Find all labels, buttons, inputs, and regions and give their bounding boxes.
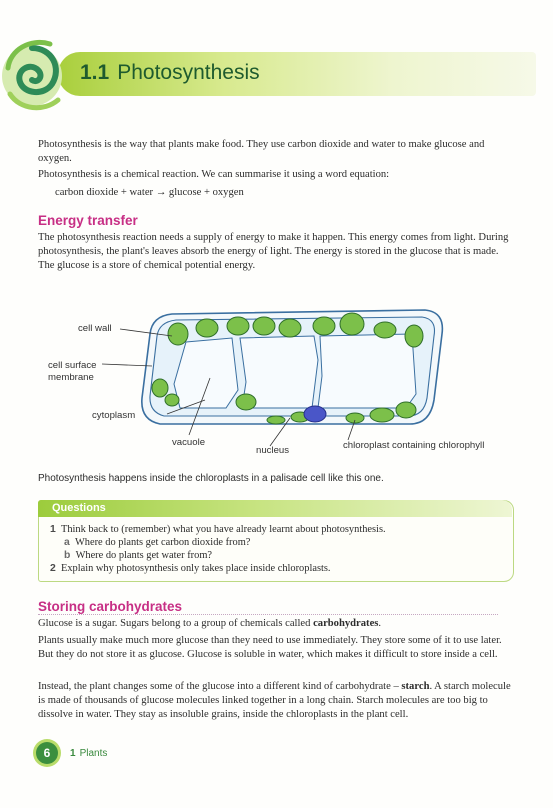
intro-paragraph-1: Photosynthesis is the way that plants make food. They use carbon dioxide and water to make glucose and oxygen. [38,139,485,165]
question-text: Explain why photosynthesis only takes place inside chloroplasts. [60,563,331,574]
footer-chapter [70,748,107,759]
label-nucleus: nucleus [256,445,290,456]
label-membrane: membrane [48,372,94,383]
heading-divider [38,614,498,615]
question-text: Think back to (remember) what you have already learnt about photosynthesis. [60,524,386,535]
storing-paragraph-3 [38,680,516,723]
label-cytoplasm: cytoplasm [92,410,136,421]
question-letter: a [64,537,70,548]
section-number: 1.1 [80,61,110,84]
storing-paragraph-1 [38,617,516,631]
chloroplast [168,323,188,345]
label-vacuole: vacuole [172,437,206,448]
questions-title: Questions [52,502,106,514]
storing-p1-end: . [378,618,382,629]
section-title-text: Photosynthesis [117,61,260,84]
storing-p3-rest: . A starch molecule is made of thousands of glucose molecules linked together in a long chain. Starch molecules are too big to dissolve in water. They stay as insoluble grains, inside the chloroplasts in the plant cell. [38,681,511,721]
storing-carbohydrates-heading: Storing carbohydrates [38,599,183,614]
word-equation: carbon dioxide + water → glucose + oxygen [55,187,244,198]
swirl-logo-icon [0,28,82,120]
chapter-number: 1 [70,748,76,759]
question-1a [64,537,250,550]
question-letter: b [64,550,71,561]
storing-paragraph-2: Plants usually make much more glucose than they need to use immediately. They store some of it to use later. But they do not store it as glucose. Glucose is soluble in water, which makes it difficult to store inside a cell. [38,635,502,661]
label-cell-surface: cell surface [48,360,97,371]
question-1b [64,550,212,563]
keyword-carbohydrates: carbohydrates [313,618,379,629]
nucleus [304,406,326,422]
diagram-caption: Photosynthesis happens inside the chloroplasts in a palisade cell like this one. [38,473,384,484]
chapter-name: Plants [79,748,108,759]
question-text: Where do plants get water from? [75,550,213,561]
questions-header-bar [38,500,512,517]
question-2 [50,563,331,576]
question-number: 1 [50,524,56,535]
question-1 [50,524,386,537]
storing-p3-text: Instead, the plant changes some of the glucose into a different kind of carbohydrate – [38,681,402,692]
energy-transfer-heading: Energy transfer [38,213,138,228]
page-number-badge: 6 [36,742,58,764]
label-chloroplast: chloroplast containing chlorophyll [343,440,485,451]
energy-transfer-paragraph: The photosynthesis reaction needs a supply of energy to make it happen. This energy comes from light. During photosynthesis, the plant's leaves absorb the energy of light. The energy is stored in the glucose that is made. The glucose is a store of chemical potential energy. [38,232,509,272]
label-cell-wall: cell wall [78,323,112,334]
question-text: Where do plants get carbon dioxide from? [74,537,251,548]
page-title [80,61,260,85]
intro-paragraph-2: Photosynthesis is a chemical reaction. We can summarise it using a word equation: [38,169,390,180]
keyword-starch: starch [401,681,430,692]
question-number: 2 [50,563,56,574]
storing-p1-text: Glucose is a sugar. Sugars belong to a group of chemicals called [38,618,314,629]
